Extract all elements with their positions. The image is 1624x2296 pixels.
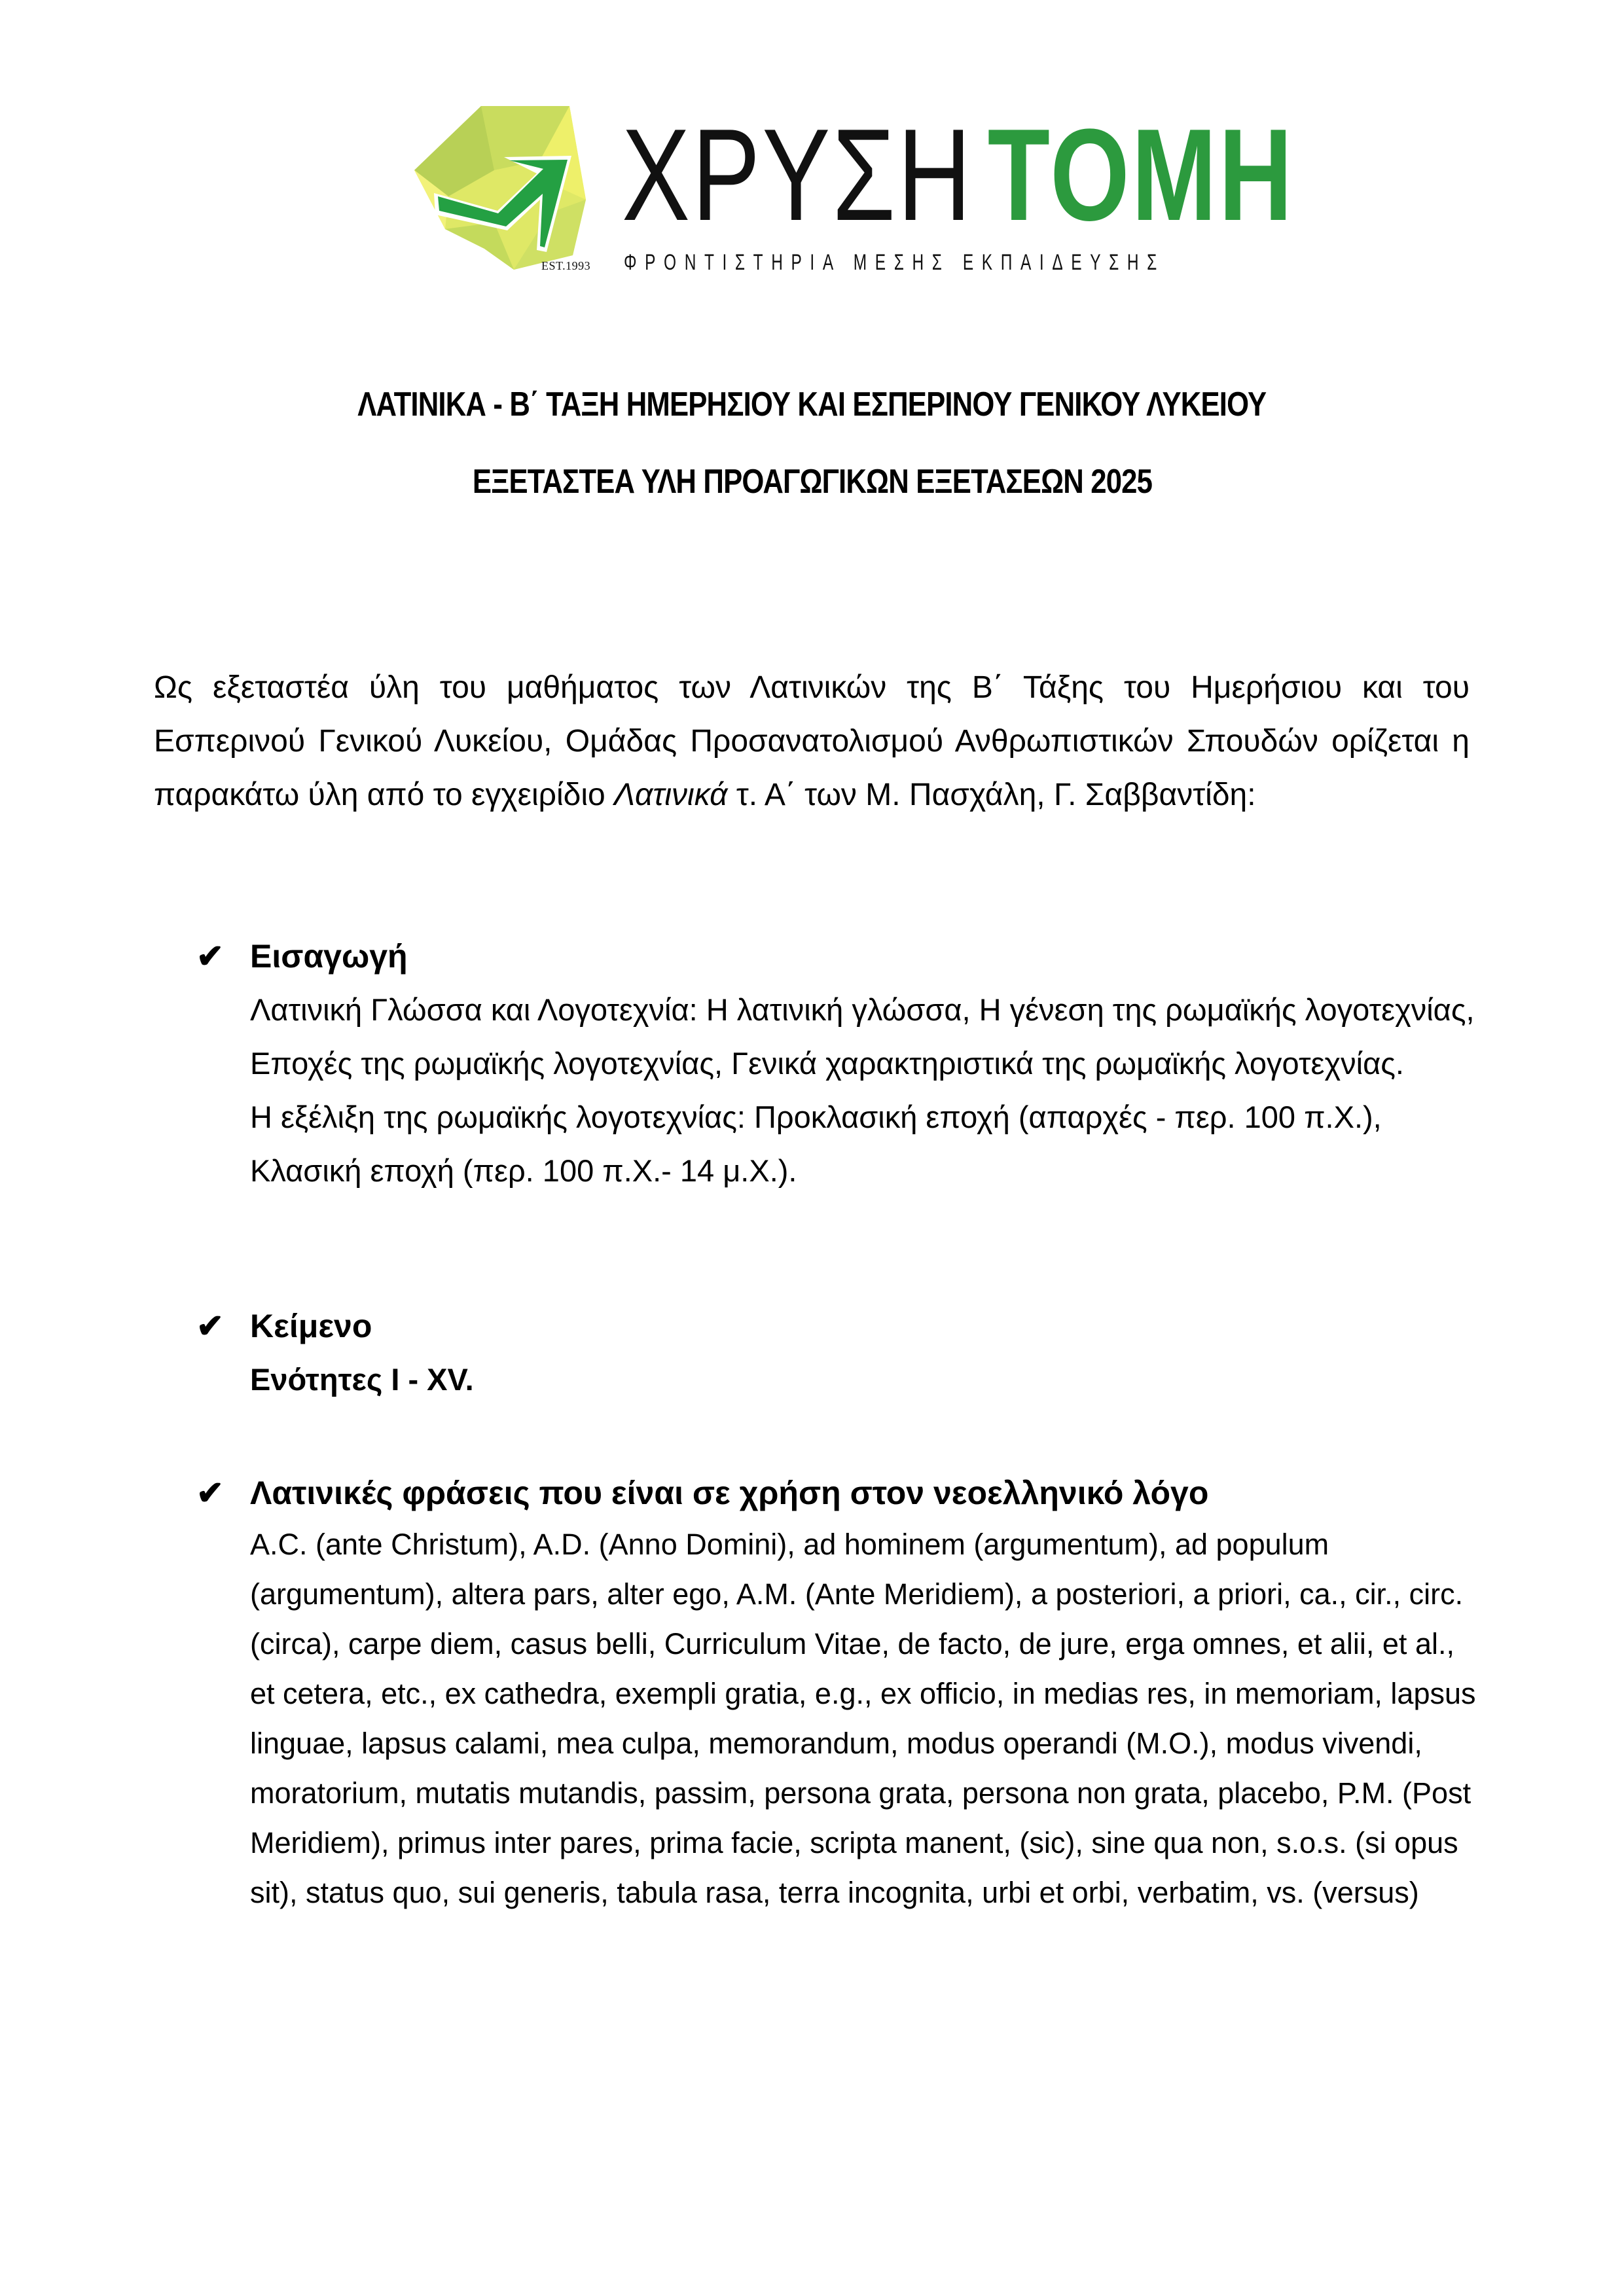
section-paragraph: Ενότητες I - XV. (250, 1362, 474, 1397)
brand-name-part2: ΤΟΜΗ (987, 102, 1295, 248)
section-paragraph: Η εξέλιξη της ρωμαϊκής λογοτεχνίας: Προκλασική εποχή (απαρχές - περ. 100 π.Χ.), Κλασική εποχή (περ. 100 π.Χ.- 14 μ.Χ.). (250, 1100, 1382, 1188)
brand-name (622, 102, 1295, 248)
brand-tagline: ΦΡΟΝΤΙΣΤΗΡΙΑ ΜΕΣΗΣ ΕΚΠΑΙΔΕΥΣΗΣ (624, 250, 1165, 275)
section-latin-phrases (196, 1466, 1479, 1918)
intro-text-end: τ. Α΄ των Μ. Πασχάλη, Γ. Σαββαντίδη: (727, 778, 1256, 812)
brand-name-part1: ΧΡΥΣΗ (622, 102, 973, 248)
intro-text: Ως εξεταστέα ύλη του μαθήματος των Λατινικών της Β΄ Τάξης του Ημερήσιου και του Εσπερινού Γενικού Λυκείου, Ομάδας Προσανατολισμού Ανθρωπιστικών Σπουδών ορίζεται η παρακάτω ύλη από το εγχειρίδιο (154, 670, 1470, 812)
checkmark-icon: ✔ (196, 1308, 224, 1344)
intro-paragraph (154, 661, 1470, 822)
section-heading (196, 929, 1479, 983)
section-heading-text: Κείμενο (250, 1308, 372, 1344)
section-heading-text: Εισαγωγή (250, 938, 408, 975)
checkmark-icon: ✔ (196, 938, 224, 975)
section-paragraph: A.C. (ante Christum), A.D. (Anno Domini), ad hominem (argumentum), ad populum (argumentum), altera pars, alter ego, A.M. (Ante Meridiem), a posteriori, a priori, ca., cir., circ. (circa), carpe diem, casus belli, Curriculum Vitae, de facto, de jure, erga omnes, et alii, et al., et cetera, etc., ex cathedra, exempli gratia, e.g., ex officio, in medias res, in memoriam, lapsus linguae, lapsus calami, mea culpa, memorandum, modus operandi (M.O.), modus vivendi, moratorium, mutatis mutandis, passim, persona grata, persona non grata, placebo, P.M. (Post Meridiem), primus inter pares, prima facie, scripta manent, (sic), sine qua non, s.o.s. (si opus sit), status quo, sui generis, tabula rasa, terra incognita, urbi et orbi, verbatim, vs. (versus) (250, 1528, 1476, 1909)
document-title-line2: ΕΞΕΤΑΣΤΕΑ ΥΛΗ ΠΡΟΑΓΩΓΙΚΩΝ ΕΞΕΤΑΣΕΩΝ 2025 (472, 463, 1152, 501)
section-heading (196, 1299, 1479, 1353)
textbook-title: Λατινικά (614, 778, 728, 812)
company-logo (409, 98, 1295, 281)
cube-arrow-logo-icon (409, 98, 605, 281)
section-heading-text: Λατινικές φράσεις που είναι σε χρήση στον νεοελληνικό λόγο (250, 1475, 1209, 1511)
section-body (196, 983, 1479, 1198)
section-body (196, 1520, 1479, 1918)
checkmark-icon: ✔ (196, 1475, 224, 1511)
established-year: EST.1993 (541, 259, 591, 272)
section-introduction (196, 929, 1479, 1198)
section-heading (196, 1466, 1479, 1520)
section-paragraph: Λατινική Γλώσσα και Λογοτεχνία: Η λατινική γλώσσα, Η γένεση της ρωμαϊκής λογοτεχνίας, Εποχές της ρωμαϊκής λογοτεχνίας, Γενικά χαρακτηριστικά της ρωμαϊκής λογοτεχνίας. (250, 992, 1475, 1081)
section-text (196, 1299, 1479, 1407)
document-title-line1: ΛΑΤΙΝΙΚΑ - Β΄ ΤΑΞΗ ΗΜΕΡΗΣΙΟΥ ΚΑΙ ΕΣΠΕΡΙΝΟΥ ΓΕΝΙΚΟΥ ΛΥΚΕΙΟΥ (357, 386, 1267, 423)
section-body (196, 1353, 1479, 1407)
